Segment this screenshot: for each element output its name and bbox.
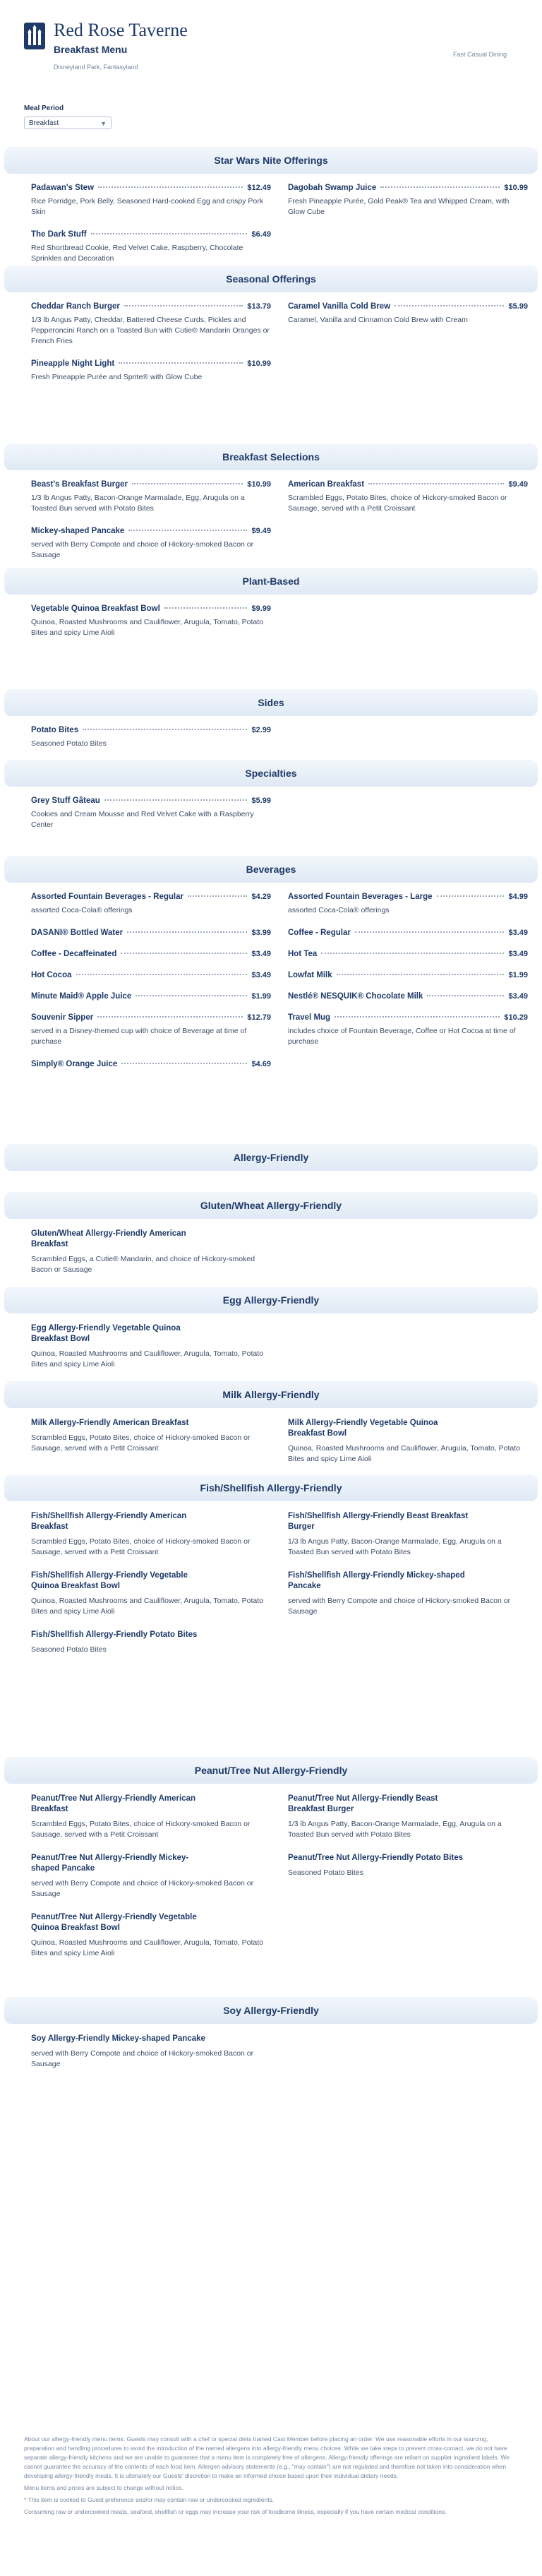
menu-item-description: served with Berry Compote and choice of Hickory-smoked Bacon or Sausage	[31, 1879, 254, 1898]
menu-item-description: Quinoa, Roasted Mushrooms and Cauliflower, Arugula, Tomato, Potato Bites and spicy Lime Aioli	[31, 1938, 263, 1957]
menu-item-price: $5.99	[508, 302, 528, 311]
prices-note: Menu items and prices are subject to change without notice.	[24, 2484, 183, 2491]
menu-item[interactable]	[31, 971, 271, 979]
menu-section	[0, 1997, 542, 2082]
menu-item-description: Fresh Pineapple Purée, Gold Peak® Tea and Whipped Cream, with Glow Cube	[288, 197, 510, 216]
menu-item-name: Assorted Fountain Beverages - Large	[288, 893, 433, 901]
section-title: Milk Allergy-Friendly	[4, 1381, 538, 1408]
menu-item-name: Fish/Shellfish Allergy-Friendly Potato Bites	[31, 1630, 198, 1639]
menu-item-name: Fish/Shellfish Allergy-Friendly Beast Breakfast Burger	[288, 1512, 469, 1531]
dot-leader	[337, 974, 505, 975]
dot-leader	[368, 483, 504, 484]
meal-period-control	[24, 105, 112, 129]
menu-title: Breakfast Menu	[54, 44, 128, 55]
menu-item[interactable]	[31, 1630, 271, 1655]
menu-item[interactable]	[31, 950, 271, 958]
meal-period-select[interactable]	[24, 117, 112, 129]
menu-section	[0, 1144, 542, 1171]
dot-leader	[335, 1016, 500, 1018]
menu-item-name: Soy Allergy-Friendly Mickey-shaped Pancake	[31, 2034, 205, 2043]
section-title: Breakfast Selections	[4, 443, 538, 470]
menu-item-name: Souvenir Sipper	[31, 1013, 94, 1022]
menu-section	[0, 1192, 542, 1288]
menu-item-price: $4.69	[251, 1060, 271, 1068]
menu-item-name: Cheddar Ranch Burger	[31, 302, 120, 311]
menu-item-description: Rice Porridge, Pork Belly, Seasoned Hard-cooked Egg and crispy Pork Skin	[31, 197, 263, 216]
menu-section	[0, 443, 542, 573]
menu-item[interactable]	[31, 1912, 271, 1959]
menu-item-description: includes choice of Fountain Beverage, Coffee or Hot Cocoa at time of purchase	[288, 1027, 516, 1046]
section-title: Fish/Shellfish Allergy-Friendly	[4, 1474, 538, 1501]
menu-item[interactable]	[31, 797, 271, 830]
menu-item-price: $13.79	[247, 302, 271, 311]
dot-leader	[124, 305, 243, 306]
menu-section	[0, 1381, 542, 1477]
dot-leader	[121, 1063, 247, 1064]
menu-item[interactable]	[31, 1570, 271, 1617]
menu-item[interactable]	[31, 184, 271, 217]
menu-item-description: served with Berry Compote and choice of Hickory-smoked Bacon or Sausage	[31, 540, 254, 559]
menu-item-description: Scrambled Eggs, a Cutie® Mandarin, and choice of Hickory-smoked Bacon or Sausage	[31, 1255, 255, 1274]
menu-item-name: Fish/Shellfish Allergy-Friendly American Breakfast	[31, 1512, 187, 1531]
menu-item-name: Beast's Breakfast Burger	[31, 480, 128, 489]
section-items	[0, 1408, 542, 1477]
menu-item-description: 1/3 lb Angus Patty, Bacon-Orange Marmalade, Egg, Arugula on a Toasted Bun served with Potato Bites	[288, 1820, 502, 1839]
section-title: Gluten/Wheat Allergy-Friendly	[4, 1192, 538, 1219]
dot-leader	[83, 729, 247, 730]
menu-item-description: assorted Coca-Cola® offerings	[31, 906, 133, 914]
menu-item-description: served with Berry Compote and choice of Hickory-smoked Bacon or Sausage	[288, 1597, 511, 1616]
cooked-note: * This item is cooked to Guest preference and/or may contain raw or undercooked ingredients.	[24, 2496, 275, 2503]
menu-item-description: Seasoned Potato Bites	[288, 1868, 363, 1877]
menu-item[interactable]	[288, 893, 528, 916]
menu-section	[0, 568, 542, 651]
menu-item[interactable]	[288, 950, 528, 958]
menu-item[interactable]	[31, 302, 271, 347]
menu-item-description: Quinoa, Roasted Mushrooms and Cauliflower, Arugula, Tomato, Potato Bites and spicy Lime Aioli	[288, 1444, 520, 1463]
dot-leader	[76, 974, 248, 975]
dot-leader	[437, 895, 505, 897]
menu-item-name: Minute Maid® Apple Juice	[31, 992, 132, 1001]
menu-item-description: 1/3 lb Angus Patty, Cheddar, Battered Cheese Curds, Pickles and Pepperoncini Ranch on a Toasted Bun with Cutie® Mandarin Oranges or French Fries	[31, 316, 270, 345]
menu-item-price: $1.99	[508, 971, 528, 979]
menu-item[interactable]	[31, 1229, 271, 1275]
menu-item-name: Coffee - Regular	[288, 929, 351, 937]
menu-item[interactable]	[31, 726, 271, 749]
dot-leader	[188, 895, 247, 897]
dot-leader	[121, 953, 247, 954]
menu-item-name: Egg Allergy-Friendly Vegetable Quinoa Breakfast Bowl	[31, 1324, 181, 1343]
menu-item-name: Fish/Shellfish Allergy-Friendly Vegetable Quinoa Breakfast Bowl	[31, 1571, 188, 1590]
service-type: Fast Casual Dining	[452, 51, 507, 58]
menu-item-description: Cookies and Cream Mousse and Red Velvet Cake with a Raspberry Center	[31, 810, 254, 829]
meal-period-label: Meal Period	[24, 105, 64, 112]
dot-leader	[97, 1016, 243, 1018]
menu-item-name: Assorted Fountain Beverages - Regular	[31, 893, 183, 901]
menu-item-price: $3.99	[251, 929, 271, 937]
menu-item[interactable]	[288, 929, 528, 937]
dot-leader	[355, 931, 505, 933]
dot-leader	[128, 530, 247, 531]
menu-item-name: Peanut/Tree Nut Allergy-Friendly Potato Bites	[288, 1854, 464, 1862]
menu-section	[0, 856, 542, 1081]
menu-item[interactable]	[31, 480, 271, 514]
menu-item[interactable]	[31, 359, 271, 383]
menu-item-price: $3.49	[508, 992, 528, 1001]
menu-item-description: served in a Disney-themed cup with choice of Beverage at time of purchase	[31, 1027, 247, 1046]
menu-item-price: $9.99	[251, 604, 271, 613]
menu-section	[0, 147, 542, 277]
menu-item[interactable]	[288, 1794, 528, 1840]
menu-item-name: Peanut/Tree Nut Allergy-Friendly Vegetable Quinoa Breakfast Bowl	[31, 1913, 197, 1932]
section-title: Allergy-Friendly	[4, 1144, 538, 1171]
dot-leader	[119, 362, 243, 364]
menu-item-description: assorted Coca-Cola® offerings	[288, 906, 390, 914]
section-title: Sides	[4, 689, 538, 716]
dot-leader	[91, 233, 248, 234]
menu-item[interactable]	[31, 1511, 271, 1558]
menu-item-description: 1/3 lb Angus Patty, Bacon-Orange Marmalade, Egg, Arugula on a Toasted Bun served with Potato Bites	[31, 494, 245, 513]
menu-item-description: Red Shortbread Cookie, Red Velvet Cake, Raspberry, Chocolate Sprinkles and Decoration	[31, 244, 243, 263]
castle-logo-icon	[24, 23, 45, 49]
section-items	[0, 716, 542, 762]
dot-leader	[127, 931, 247, 933]
menu-item[interactable]	[288, 1511, 528, 1558]
menu-item[interactable]	[31, 527, 271, 561]
allergy-notice: About our allergy-friendly menu items: Guests may consult with a chef or special diets trained Cast Member before placing an order. We use reasonable efforts in our sourcing, preparation and handling procedures to avoid the introduction of the named allergens into allergy-friendly menu choices. While we take steps to prevent cross-contact, we do not have separate allergy-friendly kitchens and we are unable to guarantee that a menu item is completely free of allergens. Allergy-friendly offerings are reliant on supplier ingredient labels. We cannot guarantee the accuracy of the contents of each food item. Allergen advisory statements (e.g., "may contain") are not regulated and therefore not taken into consideration when developing allergy-friendly meals. It is ultimately our Guests' discretion to make an informed choice based upon their individual dietary needs.	[24, 2435, 510, 2479]
menu-item-description: Quinoa, Roasted Mushrooms and Cauliflower, Arugula, Tomato, Potato Bites and spicy Lime Aioli	[31, 1597, 263, 1616]
menu-section	[0, 266, 542, 395]
dot-leader	[395, 305, 504, 306]
section-items	[0, 1784, 542, 1972]
section-items	[0, 883, 542, 1081]
menu-item[interactable]	[288, 1418, 528, 1465]
menu-item[interactable]	[31, 2034, 271, 2070]
menu-item-name: Mickey-shaped Pancake	[31, 527, 125, 535]
section-items	[0, 1313, 542, 1383]
menu-item-description: Fresh Pineapple Purée and Sprite® with Glow Cube	[31, 373, 203, 381]
menu-item[interactable]	[288, 480, 528, 514]
menu-item-price: $3.49	[251, 950, 271, 958]
dot-leader	[136, 995, 247, 996]
menu-item-name: Simply® Orange Juice	[31, 1060, 118, 1068]
menu-item-description: Scrambled Eggs, Potato Bites, choice of Hickory-smoked Bacon or Sausage, served with a Petit Croissant	[288, 494, 507, 513]
menu-item-price: $3.49	[251, 971, 271, 979]
menu-item-price: $10.29	[504, 1013, 528, 1022]
menu-item-description: Caramel, Vanilla and Cinnamon Cold Brew with Cream	[288, 316, 468, 324]
menu-item-price: $1.99	[251, 992, 271, 1001]
menu-item[interactable]	[31, 230, 271, 264]
section-items	[0, 1219, 542, 1288]
menu-item-price: $5.99	[251, 797, 271, 805]
menu-item-price: $2.99	[251, 726, 271, 734]
menu-item-price: $4.29	[251, 893, 271, 901]
dot-leader	[104, 799, 248, 801]
menu-item-description: Scrambled Eggs, Potato Bites, choice of Hickory-smoked Bacon or Sausage, served with a Petit Croissant	[31, 1820, 251, 1839]
menu-item-price: $6.49	[251, 230, 271, 239]
section-items	[0, 470, 542, 573]
section-items	[0, 2024, 542, 2082]
menu-item[interactable]	[31, 929, 271, 937]
menu-item-description: Quinoa, Roasted Mushrooms and Cauliflower, Arugula, Tomato, Potato Bites and spicy Lime Aioli	[31, 1349, 263, 1368]
menu-item-name: Peanut/Tree Nut Allergy-Friendly American Breakfast	[31, 1794, 196, 1813]
menu-item[interactable]	[288, 992, 528, 1001]
menu-item[interactable]	[31, 1418, 271, 1465]
section-items	[0, 787, 542, 843]
menu-item-name: Hot Cocoa	[31, 971, 72, 979]
menu-item-price: $3.49	[508, 950, 528, 958]
menu-item-name: Milk Allergy-Friendly Vegetable Quinoa Breakfast Bowl	[288, 1419, 438, 1438]
menu-item-price: $12.49	[247, 184, 271, 192]
menu-item-description: Seasoned Potato Bites	[31, 1645, 107, 1654]
menu-item-description: 1/3 lb Angus Patty, Bacon-Orange Marmalade, Egg, Arugula on a Toasted Bun served with Potato Bites	[288, 1537, 502, 1556]
menu-item-price: $9.49	[508, 480, 528, 489]
menu-item[interactable]	[288, 302, 528, 347]
menu-section	[0, 1474, 542, 1668]
menu-item-name: Gluten/Wheat Allergy-Friendly American Breakfast	[31, 1229, 186, 1248]
dot-leader	[427, 995, 504, 996]
section-title: Peanut/Tree Nut Allergy-Friendly	[4, 1757, 538, 1784]
menu-item-name: Travel Mug	[288, 1013, 331, 1022]
menu-section	[0, 1757, 542, 1972]
menu-item[interactable]	[31, 893, 271, 916]
menu-item-name: Fish/Shellfish Allergy-Friendly Mickey-shaped Pancake	[288, 1571, 465, 1590]
menu-item-name: Peanut/Tree Nut Allergy-Friendly Beast Breakfast Burger	[288, 1794, 438, 1813]
menu-item-description: Scrambled Eggs, Potato Bites, choice of Hickory-smoked Bacon or Sausage, served with a Petit Croissant	[31, 1433, 251, 1453]
menu-item[interactable]	[31, 1794, 271, 1840]
menu-item[interactable]	[288, 184, 528, 217]
section-title: Star Wars Nite Offerings	[4, 147, 538, 174]
menu-item-name: Pineapple Night Light	[31, 359, 115, 368]
dot-leader	[164, 607, 248, 609]
dot-leader	[321, 953, 504, 954]
restaurant-name: Red Rose Taverne	[54, 20, 188, 40]
menu-item-name: Peanut/Tree Nut Allergy-Friendly Mickey-shaped Pancake	[31, 1854, 189, 1873]
menu-item-price: $10.99	[504, 184, 528, 192]
menu-item[interactable]	[288, 1570, 528, 1617]
menu-item[interactable]	[288, 1853, 528, 1900]
menu-item-description: served with Berry Compote and choice of Hickory-smoked Bacon or Sausage	[31, 2049, 254, 2068]
menu-section	[0, 760, 542, 843]
menu-item[interactable]	[31, 1013, 271, 1047]
menu-section	[0, 689, 542, 762]
menu-item-name: DASANI® Bottled Water	[31, 929, 124, 937]
menu-item[interactable]	[31, 992, 271, 1001]
raw-food-note: Consuming raw or undercooked meats, seafood, shellfish or eggs may increase your risk of foodborne illness, especially if you have certain medical conditions.	[24, 2508, 447, 2515]
menu-item-name: Nestlé® NESQUIK® Chocolate Milk	[288, 992, 423, 1001]
menu-item-name: The Dark Stuff	[31, 230, 87, 239]
menu-item[interactable]	[288, 1013, 528, 1047]
section-title: Seasonal Offerings	[4, 266, 538, 292]
menu-item-name: Coffee - Decaffeinated	[31, 950, 117, 958]
section-items	[0, 1501, 542, 1668]
section-title: Beverages	[4, 856, 538, 883]
footer-notes	[24, 2435, 518, 2520]
menu-section	[0, 1287, 542, 1383]
menu-item[interactable]	[31, 1060, 271, 1068]
menu-item[interactable]	[31, 604, 271, 638]
section-items	[0, 292, 542, 395]
dot-leader	[98, 186, 243, 188]
menu-item-name: Grey Stuff Gâteau	[31, 797, 100, 805]
menu-item-price: $3.49	[508, 929, 528, 937]
meal-period-value: Breakfast	[29, 119, 59, 127]
menu-item[interactable]	[31, 1853, 271, 1900]
chevron-down-icon: ▼	[100, 120, 107, 127]
menu-item-price: $4.99	[508, 893, 528, 901]
dot-leader	[380, 186, 500, 188]
menu-item-name: Caramel Vanilla Cold Brew	[288, 302, 391, 311]
dot-leader	[132, 483, 243, 484]
menu-item-name: Vegetable Quinoa Breakfast Bowl	[31, 604, 160, 613]
park-location: Disneyland Park, Fantasyland	[54, 64, 138, 71]
menu-item-price: $10.99	[247, 359, 271, 368]
menu-item-name: Dagobah Swamp Juice	[288, 184, 377, 192]
menu-item-price: $9.49	[251, 527, 271, 535]
section-items	[0, 595, 542, 651]
menu-item-name: Milk Allergy-Friendly American Breakfast	[31, 1419, 189, 1427]
menu-item-price: $12.79	[247, 1013, 271, 1022]
menu-item-description: Seasoned Potato Bites	[31, 739, 107, 748]
menu-item-description: Quinoa, Roasted Mushrooms and Cauliflower, Arugula, Tomato, Potato Bites and spicy Lime Aioli	[31, 618, 263, 637]
menu-item[interactable]	[31, 1323, 271, 1370]
menu-item-price: $10.99	[247, 480, 271, 489]
section-title: Soy Allergy-Friendly	[4, 1997, 538, 2024]
menu-item-name: Hot Tea	[288, 950, 318, 958]
section-title: Plant-Based	[4, 568, 538, 595]
section-title: Specialties	[4, 760, 538, 787]
menu-item-name: Padawan's Stew	[31, 184, 95, 192]
menu-item[interactable]	[288, 971, 528, 979]
menu-item-name: Lowfat Milk	[288, 971, 332, 979]
menu-item-description: Scrambled Eggs, Potato Bites, choice of Hickory-smoked Bacon or Sausage, served with a Petit Croissant	[31, 1537, 251, 1556]
menu-item-name: American Breakfast	[288, 480, 365, 489]
restaurant-header	[0, 0, 542, 92]
menu-item-name: Potato Bites	[31, 726, 79, 734]
section-title: Egg Allergy-Friendly	[4, 1287, 538, 1313]
section-items	[0, 174, 542, 277]
